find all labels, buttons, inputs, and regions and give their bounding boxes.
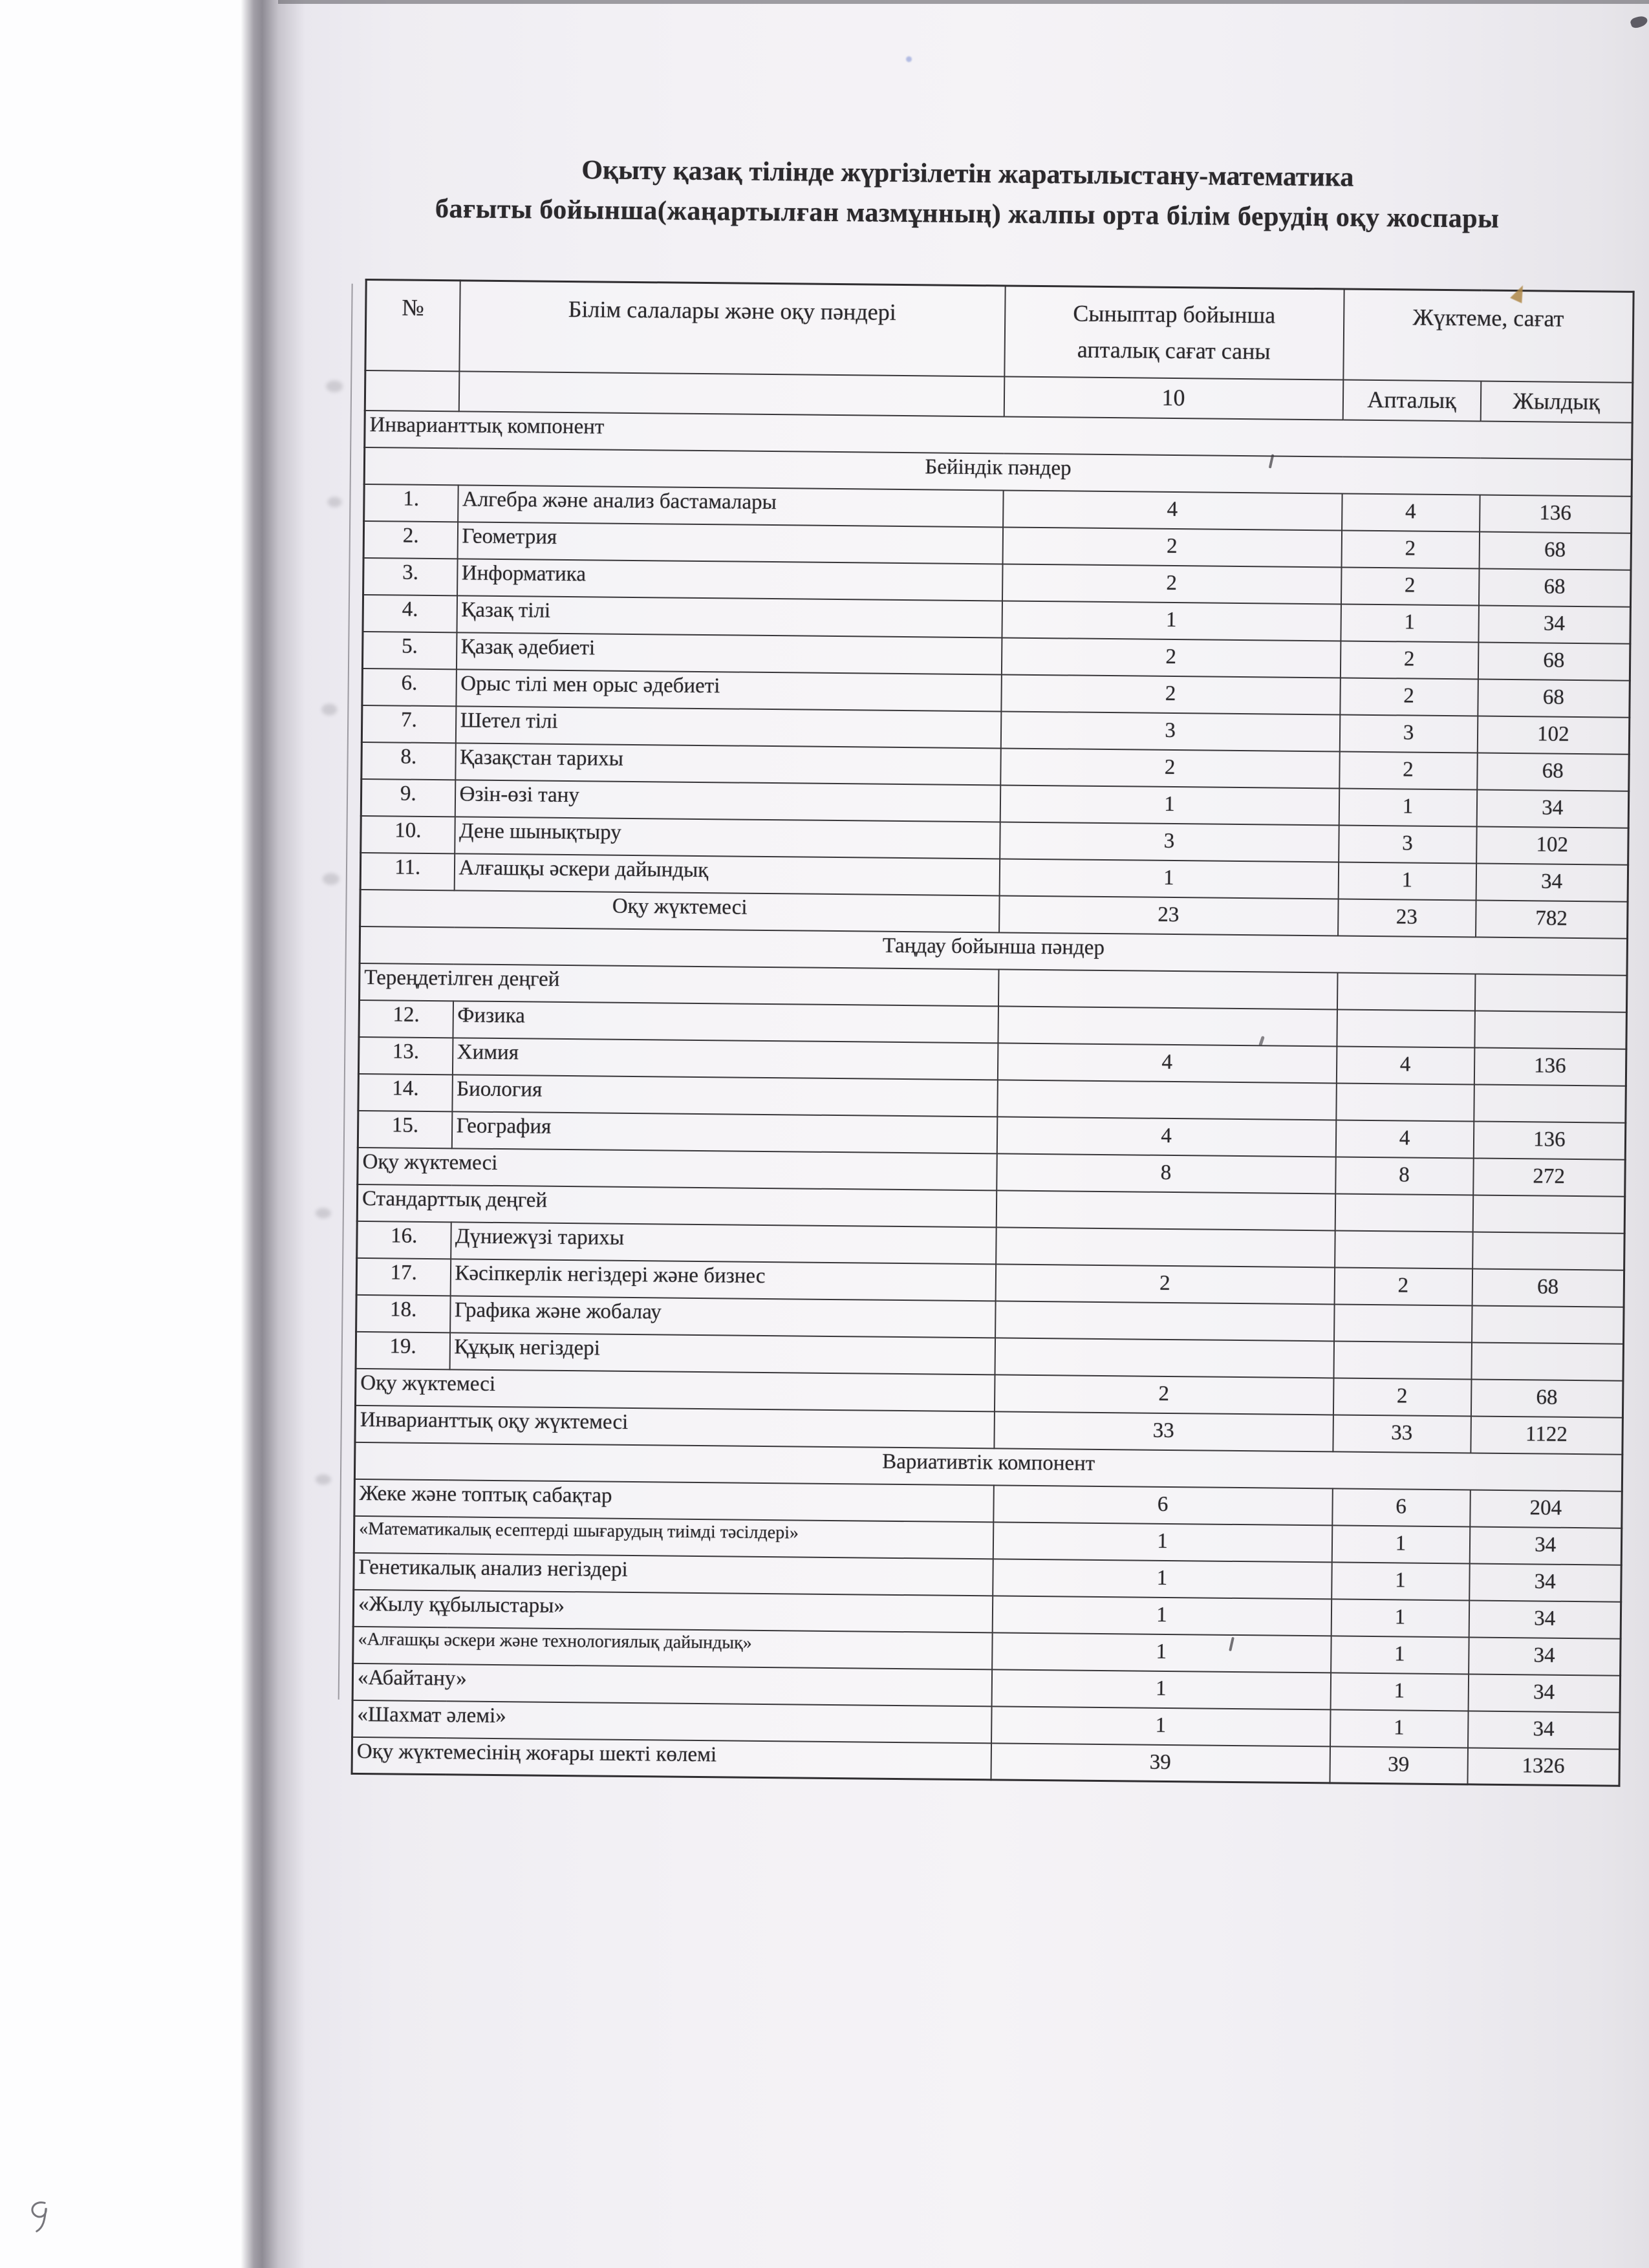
yearly-hours-cell: 1326	[1467, 1748, 1620, 1786]
weekly-hours-cell: 4	[1336, 1046, 1474, 1084]
subject-cell: Дене шынықтыру	[455, 817, 1000, 859]
row-number-cell: 4.	[363, 594, 457, 632]
yearly-hours-cell: 68	[1478, 679, 1630, 717]
subject-cell: Оқу жүктемесі	[358, 1147, 997, 1190]
yearly-hours-cell	[1472, 1195, 1625, 1233]
class10-hours-cell: 8	[997, 1153, 1336, 1193]
row-number-cell: 6.	[362, 668, 457, 705]
section-label-cell: Таңдау бойынша пәндер	[360, 926, 1627, 975]
bleedthrough-smudge	[323, 873, 339, 884]
bleedthrough-smudge	[327, 497, 341, 507]
class10-hours-cell	[996, 1227, 1335, 1267]
class10-hours-cell: 1	[1002, 601, 1341, 641]
row-number-cell: 16.	[357, 1221, 451, 1258]
class10-hours-cell	[996, 1190, 1335, 1230]
class10-hours-cell	[998, 969, 1337, 1009]
subject-cell: Жеке және топтық сабақтар	[354, 1479, 994, 1521]
bleedthrough-smudge	[321, 703, 337, 715]
yearly-hours-cell: 34	[1469, 1637, 1621, 1675]
bleedthrough-smudge	[316, 1208, 331, 1218]
row-number-cell: 18.	[356, 1294, 451, 1332]
weekly-hours-cell: 1	[1330, 1673, 1469, 1711]
yearly-hours-cell	[1474, 974, 1627, 1012]
class10-hours-cell: 2	[1000, 748, 1340, 788]
weekly-hours-cell: 1	[1330, 1709, 1469, 1748]
weekly-hours-cell: 2	[1341, 567, 1479, 605]
weekly-hours-cell: 39	[1330, 1746, 1468, 1784]
row-number-cell: 10.	[361, 815, 455, 853]
subject-cell: «Жылу құбылыстары»	[353, 1589, 993, 1632]
subject-cell: География	[451, 1111, 997, 1153]
row-number-cell: 12.	[359, 1000, 453, 1037]
weekly-hours-cell: 1	[1338, 862, 1476, 900]
weekly-hours-cell: 2	[1333, 1378, 1471, 1416]
class10-hours-cell	[995, 1338, 1334, 1378]
yearly-hours-cell: 204	[1470, 1490, 1622, 1528]
class10-hours-cell: 1	[991, 1706, 1331, 1746]
curriculum-table	[351, 279, 1635, 1787]
yearly-hours-cell: 34	[1476, 863, 1628, 901]
class10-hours-cell: 1	[991, 1669, 1331, 1709]
row-number-cell: 8.	[361, 742, 456, 779]
subject-cell: Өзін-өзі тану	[455, 780, 1000, 822]
weekly-hours-cell: 2	[1334, 1267, 1472, 1305]
yearly-hours-cell: 272	[1473, 1158, 1626, 1196]
header-classes-weekly-hours: Сыныптар бойынша апталық сағат саны	[1004, 286, 1344, 380]
yearly-hours-cell: 102	[1477, 716, 1630, 754]
subject-cell: Генетикалық анализ негіздері	[354, 1552, 993, 1595]
class10-hours-cell	[995, 1301, 1335, 1341]
subject-cell: Оқу жүктемесінің жоғары шекті көлемі	[352, 1737, 991, 1779]
weekly-hours-cell: 4	[1335, 1120, 1474, 1158]
header-row-1	[365, 279, 1633, 382]
yearly-hours-cell: 1122	[1471, 1416, 1623, 1454]
weekly-hours-cell: 8	[1335, 1157, 1474, 1195]
yearly-hours-cell: 34	[1478, 605, 1631, 643]
weekly-hours-cell: 3	[1339, 825, 1477, 863]
weekly-hours-cell: 1	[1331, 1599, 1469, 1637]
page-title-line2: бағыты бойынша(жаңартылған мазмұнның) жалпы орта білім берудің оқу жоспары	[435, 194, 1500, 234]
weekly-hours-cell: 1	[1331, 1562, 1470, 1600]
table-header	[365, 279, 1633, 422]
yearly-hours-cell: 136	[1480, 495, 1632, 533]
subject-cell: Тереңдетілген деңгей	[360, 963, 999, 1005]
subject-cell: «Математикалық есептерді шығарудың тиімді тәсілдері»	[354, 1515, 993, 1558]
section-label-cell: Бейіндік пәндер	[364, 447, 1632, 496]
class10-hours-cell: 4	[997, 1117, 1336, 1157]
yearly-hours-cell: 68	[1478, 642, 1630, 680]
section-label-cell: Инварианттық компонент	[365, 410, 1632, 459]
class10-hours-cell: 1	[992, 1632, 1331, 1673]
yearly-hours-cell	[1474, 1011, 1627, 1049]
subject-cell: Орыс тілі мен орыс әдебиеті	[456, 669, 1002, 711]
class10-hours-cell: 4	[1003, 490, 1342, 530]
class10-hours-cell: 3	[1000, 822, 1339, 862]
row-number-cell: 17.	[356, 1257, 451, 1295]
yearly-hours-cell: 68	[1471, 1379, 1623, 1417]
subject-cell: Шетел тілі	[455, 706, 1001, 748]
yearly-hours-cell: 68	[1477, 753, 1630, 791]
class10-hours-cell: 1	[1000, 785, 1339, 825]
class10-hours-cell: 2	[1002, 564, 1342, 604]
class10-hours-cell: 1	[993, 1559, 1332, 1599]
row-number-cell: 2.	[363, 520, 458, 558]
weekly-hours-cell: 1	[1331, 1636, 1469, 1674]
subject-cell: Алгебра және анализ бастамалары	[458, 485, 1004, 527]
scan-corner-mark	[1630, 14, 1649, 29]
class10-hours-cell: 2	[1001, 637, 1341, 678]
header-subject: Білім салалары және оқу пәндері	[459, 281, 1005, 376]
yearly-hours-cell: 34	[1469, 1563, 1622, 1601]
subject-cell: Оқу жүктемесі	[360, 889, 1000, 932]
subject-cell: Дүниежүзі тарихы	[451, 1222, 997, 1264]
class10-hours-cell: 6	[993, 1485, 1333, 1525]
row-number-cell: 13.	[358, 1036, 453, 1074]
subject-cell: Геометрия	[457, 522, 1003, 564]
subject-cell: Информатика	[457, 559, 1003, 601]
yearly-hours-cell: 34	[1468, 1674, 1621, 1712]
page-title	[278, 147, 1649, 241]
weekly-hours-cell: 2	[1341, 530, 1480, 568]
row-number-cell: 1.	[364, 484, 458, 521]
row-number-cell: 15.	[358, 1110, 452, 1148]
yearly-hours-cell	[1472, 1232, 1625, 1270]
class10-hours-cell: 4	[997, 1043, 1337, 1083]
subject-cell: Қазақ әдебиеті	[456, 632, 1002, 674]
class10-hours-cell: 2	[995, 1264, 1335, 1304]
yearly-hours-cell: 136	[1473, 1121, 1626, 1159]
row-number-cell: 14.	[358, 1073, 453, 1111]
yearly-hours-cell: 136	[1474, 1047, 1626, 1086]
weekly-hours-cell	[1336, 1083, 1474, 1121]
header-load-hours: Жүктеме, сағат	[1343, 289, 1633, 382]
class10-hours-cell	[998, 1006, 1337, 1046]
bleedthrough-smudge	[326, 380, 343, 392]
header-num-empty	[365, 370, 459, 411]
class10-hours-cell: 1	[999, 859, 1339, 899]
yearly-hours-cell: 782	[1476, 900, 1628, 938]
pen-squiggle	[25, 2199, 56, 2234]
header-class-value: 10	[1004, 376, 1343, 420]
subject-cell: Стандарттық деңгей	[357, 1184, 997, 1226]
weekly-hours-cell	[1337, 1009, 1475, 1047]
header-yearly: Жылдық	[1480, 381, 1633, 422]
class10-hours-cell: 1	[992, 1596, 1331, 1636]
class10-hours-cell: 3	[1000, 711, 1340, 751]
subject-cell: Кәсіпкерлік негіздері және бизнес	[450, 1259, 996, 1301]
row-number-cell: 7.	[361, 705, 456, 742]
subject-cell: Қазақ тілі	[457, 595, 1002, 637]
subject-cell: Алғашқы әскери дайындық	[454, 853, 1000, 895]
weekly-hours-cell: 6	[1332, 1488, 1471, 1526]
subject-cell: Химия	[452, 1038, 998, 1080]
row-number-cell: 3.	[363, 557, 458, 595]
subject-cell: «Шахмат әлемі»	[352, 1700, 992, 1742]
weekly-hours-cell: 2	[1340, 641, 1478, 679]
row-number-cell: 5.	[362, 631, 457, 669]
row-number-cell: 11.	[360, 852, 455, 890]
yearly-hours-cell: 102	[1476, 826, 1629, 864]
weekly-hours-cell	[1333, 1341, 1472, 1379]
header-weekly: Апталық	[1342, 380, 1481, 421]
yearly-hours-cell: 34	[1469, 1526, 1622, 1565]
subject-cell: Биология	[452, 1075, 998, 1117]
weekly-hours-cell: 1	[1339, 788, 1477, 826]
scan-ghost-line	[338, 284, 353, 1700]
weekly-hours-cell: 23	[1338, 899, 1476, 937]
weekly-hours-cell	[1335, 1230, 1473, 1268]
row-number-cell: 19.	[356, 1331, 450, 1369]
yearly-hours-cell	[1471, 1342, 1624, 1380]
yearly-hours-cell: 68	[1472, 1268, 1624, 1307]
subject-cell: Графика және жобалау	[450, 1296, 996, 1338]
subject-cell: «Алғашқы әскери және технологиялық дайындық»	[353, 1626, 993, 1669]
class10-hours-cell: 1	[993, 1522, 1332, 1562]
class10-hours-cell: 23	[999, 895, 1339, 936]
class10-hours-cell	[997, 1080, 1337, 1120]
row-number-cell: 9.	[361, 778, 455, 816]
weekly-hours-cell: 3	[1339, 714, 1478, 753]
yearly-hours-cell: 34	[1469, 1600, 1621, 1638]
weekly-hours-cell	[1335, 1193, 1473, 1232]
header-subject-empty	[458, 371, 1004, 416]
yearly-hours-cell: 34	[1468, 1711, 1621, 1749]
subject-cell: Құқық негіздері	[449, 1332, 995, 1375]
subject-cell: Оқу жүктемесі	[356, 1368, 995, 1411]
weekly-hours-cell: 2	[1339, 751, 1478, 789]
weekly-hours-cell: 1	[1331, 1525, 1470, 1563]
class10-hours-cell: 2	[1002, 527, 1342, 567]
yearly-hours-cell: 68	[1478, 568, 1631, 606]
subject-cell: Инварианттық оқу жүктемесі	[355, 1405, 995, 1448]
page-title-line1: Оқыту қазақ тілінде жүргізілетін жаратылыстану-математика	[581, 155, 1354, 193]
subject-cell: Физика	[453, 1001, 998, 1043]
weekly-hours-cell	[1337, 972, 1475, 1011]
class10-hours-cell: 39	[991, 1743, 1330, 1783]
weekly-hours-cell: 2	[1340, 678, 1478, 716]
yearly-hours-cell: 68	[1479, 531, 1632, 570]
section-label-cell: Вариативтік компонент	[354, 1442, 1622, 1491]
weekly-hours-cell: 1	[1341, 604, 1479, 642]
scan-blue-speck	[906, 56, 912, 62]
yearly-hours-cell	[1472, 1305, 1624, 1343]
weekly-hours-cell: 4	[1342, 493, 1480, 531]
subject-cell: Қазақстан тарихы	[455, 743, 1001, 785]
bleedthrough-smudge	[316, 1474, 331, 1484]
yearly-hours-cell: 34	[1476, 789, 1629, 828]
plan-table-body	[352, 410, 1632, 1786]
class10-hours-cell: 33	[994, 1411, 1333, 1451]
header-num: №	[365, 279, 460, 370]
weekly-hours-cell: 33	[1333, 1415, 1471, 1453]
subject-cell: «Абайтану»	[352, 1663, 992, 1706]
yearly-hours-cell	[1474, 1084, 1626, 1122]
class10-hours-cell: 2	[994, 1375, 1333, 1415]
weekly-hours-cell	[1334, 1304, 1472, 1342]
class10-hours-cell: 2	[1001, 674, 1341, 714]
